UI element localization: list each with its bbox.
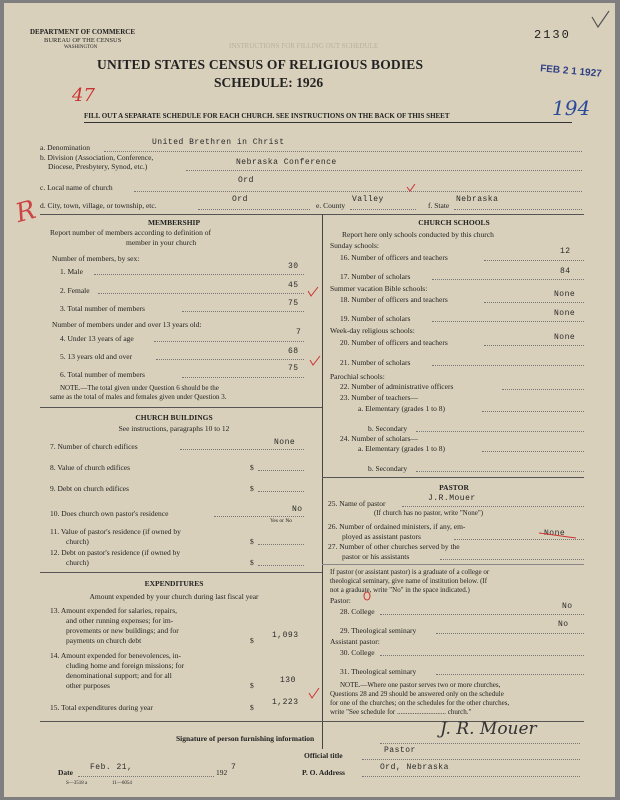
stamp-number: 2130	[534, 28, 571, 42]
q14-value[interactable]: 130	[280, 676, 296, 685]
handwritten-number: 194	[552, 96, 591, 120]
q16-value[interactable]: 12	[560, 247, 571, 256]
q10-label: 10. Does church own pastor's residence	[50, 509, 169, 518]
instruction-line: FILL OUT A SEPARATE SCHEDULE FOR EACH CHURCH. SEE INSTRUCTIONS ON THE BACK OF THIS SHEET	[84, 112, 450, 120]
local-name-line	[134, 191, 582, 192]
city-label: WASHINGTON	[64, 45, 98, 50]
membership-rule	[40, 407, 322, 408]
state-line	[454, 209, 582, 210]
pastor-note-4: write "See schedule for ............................ church."	[330, 708, 472, 716]
signature[interactable]: J. R. Mouer	[440, 719, 537, 739]
q5-value[interactable]: 68	[288, 347, 299, 356]
division-line	[186, 170, 582, 171]
denomination-label: a. Denomination	[40, 143, 90, 152]
q19-line	[432, 321, 584, 322]
city-line	[198, 209, 310, 210]
q26-label-2: ployed as assistant pastors	[342, 532, 421, 541]
q30-label: 30. College	[340, 648, 375, 657]
official-title-value[interactable]: Pastor	[384, 746, 416, 755]
graduate-note-2: theological seminary, give name of institution below. (If	[330, 577, 488, 585]
q20-line	[484, 345, 584, 346]
q17-label: 17. Number of scholars	[340, 272, 411, 281]
received-date-stamp: FEB 2 1 1927	[539, 63, 603, 80]
q2-value[interactable]: 45	[288, 281, 299, 290]
top-rule	[40, 214, 584, 215]
q25-line	[402, 506, 584, 507]
header-rule	[84, 122, 572, 123]
q14-label-1: 14. Amount expended for benevolences, in-	[50, 651, 182, 660]
q27-label-1: 27. Number of other churches served by the	[328, 542, 460, 551]
q4-value[interactable]: 7	[296, 328, 302, 337]
red-r-mark: R	[12, 194, 40, 230]
q6-label: 6. Total number of members	[60, 370, 145, 379]
by-sex-label: Number of members, by sex:	[52, 254, 140, 263]
signature-label: Signature of person furnishing information	[176, 734, 315, 743]
membership-heading: MEMBERSHIP	[147, 218, 201, 227]
year-prefix: 192	[216, 768, 228, 777]
q18-line	[484, 302, 584, 303]
form-number: S—3518 a	[66, 781, 88, 786]
q1-label: 1. Male	[60, 267, 83, 276]
official-title-label: Official title	[304, 751, 343, 760]
local-name-value[interactable]: Ord	[238, 176, 254, 185]
q12-label-1: 12. Debt on pastor's residence (if owned by	[50, 548, 181, 557]
membership-intro-1: Report number of members according to definition of	[50, 228, 211, 237]
county-line	[350, 209, 416, 210]
q15-label: 15. Total expenditures during year	[50, 703, 153, 712]
red-check-icon	[308, 687, 320, 701]
q24a-label: a. Elementary (grades 1 to 8)	[358, 444, 446, 453]
q22-line[interactable]	[502, 389, 584, 390]
q21-label: 21. Number of scholars	[340, 358, 411, 367]
q13-label-1: 13. Amount expended for salaries, repairs,	[50, 606, 178, 615]
state-label: f. State	[428, 201, 450, 210]
q10-line	[214, 516, 304, 517]
date-value[interactable]: Feb. 21,	[90, 763, 133, 772]
q31-label: 31. Theological seminary	[340, 667, 417, 676]
q23-label: 23. Number of teachers—	[340, 393, 418, 402]
q4-line	[154, 341, 304, 342]
date-line	[78, 776, 214, 777]
q27-line[interactable]	[440, 559, 584, 560]
q18-label: 18. Number of officers and teachers	[340, 295, 448, 304]
q3-label: 3. Total number of members	[60, 304, 145, 313]
q6-line	[182, 377, 304, 378]
schools-heading: CHURCH SCHOOLS	[418, 218, 490, 227]
q24-label: 24. Number of scholars—	[340, 434, 418, 443]
q11-line[interactable]	[258, 544, 304, 545]
signature-line	[380, 743, 580, 744]
q17-value[interactable]: 84	[560, 267, 571, 276]
q9-dollar: $	[250, 484, 254, 493]
assistant-sub-label: Assistant pastor:	[330, 637, 380, 646]
q24a-line[interactable]	[482, 451, 584, 452]
q3-line	[182, 311, 304, 312]
yes-no-hint: Yes or No	[270, 518, 293, 524]
sunday-label: Sunday schools:	[330, 241, 379, 250]
buildings-rule	[40, 572, 322, 573]
q8-label: 8. Value of church edifices	[50, 463, 131, 472]
division-label-2: Diocese, Presbytery, Synod, etc.)	[48, 162, 148, 171]
county-label: e. County	[316, 201, 346, 210]
q14-label-3: denominational support; and for all	[66, 671, 172, 680]
q23a-line[interactable]	[482, 411, 584, 412]
q26-label-1: 26. Number of ordained ministers, if any, em-	[328, 522, 466, 531]
q28-value[interactable]: No	[562, 602, 573, 611]
check-mark-icon	[589, 9, 613, 31]
q11-label-1: 11. Value of pastor's residence (if owned by	[50, 527, 181, 536]
red-check-icon	[406, 183, 416, 193]
buildings-sub: See instructions, paragraphs 10 to 12	[118, 424, 230, 433]
q9-line[interactable]	[258, 491, 304, 492]
form-title: UNITED STATES CENSUS OF RELIGIOUS BODIES	[97, 57, 424, 72]
q12-line[interactable]	[258, 565, 304, 566]
pastor-note-3: for one of the churches; on the schedules for the other churches,	[330, 699, 510, 707]
q13-value[interactable]: 1,093	[272, 631, 299, 640]
q5-label: 5. 13 years old and over	[60, 352, 133, 361]
q20-value[interactable]: None	[554, 333, 576, 342]
red-strike-mark	[538, 531, 578, 541]
q24b-label: b. Secondary	[368, 464, 408, 473]
q13-label-2: and other running expenses; for im-	[66, 616, 174, 625]
q22-label: 22. Number of administrative officers	[340, 382, 454, 391]
q24b-line[interactable]	[416, 471, 584, 472]
membership-note-2: same as the total of males and females given under Question 3.	[50, 393, 227, 401]
q23b-label: b. Secondary	[368, 424, 408, 433]
q12-label-2: church)	[66, 558, 89, 567]
q13-label-3: provements or new buildings; and for	[66, 626, 179, 635]
expenditures-heading: EXPENDITURES	[144, 579, 204, 588]
schedule-title: SCHEDULE: 1926	[214, 75, 324, 90]
q2-label: 2. Female	[60, 286, 90, 295]
q27-label-2: pastor or his assistants	[342, 552, 410, 561]
buildings-heading: CHURCH BUILDINGS	[135, 413, 213, 422]
q20-label: 20. Number of officers and teachers	[340, 338, 448, 347]
q15-dollar: $	[250, 703, 254, 712]
q25-value[interactable]: J.R.Mouer	[428, 494, 476, 503]
dept-label: DEPARTMENT OF COMMERCE	[30, 28, 136, 36]
q18-value[interactable]: None	[554, 290, 576, 299]
po-address-value[interactable]: Ord, Nebraska	[380, 763, 449, 772]
q15-value[interactable]: 1,223	[272, 698, 299, 707]
division-label-1: b. Division (Association, Conference,	[40, 153, 154, 162]
county-value[interactable]: Valley	[352, 195, 384, 204]
q14-label-2: cluding home and foreign missions; for	[66, 661, 185, 670]
red-circle-mark	[362, 591, 372, 601]
red-check-icon	[309, 355, 321, 367]
q25-note: (If church has no pastor, write "None")	[374, 509, 484, 517]
q1-value[interactable]: 30	[288, 262, 299, 271]
q19-label: 19. Number of scholars	[340, 314, 411, 323]
pastor-note-2: Questions 28 and 29 should be answered only on the schedule	[330, 690, 504, 698]
membership-note-1: NOTE.—The total given under Question 6 should be the	[60, 384, 219, 392]
graduate-note-3: not a graduate, write "No" in the space indicated.)	[330, 586, 470, 594]
print-number: 11—6054	[112, 781, 132, 786]
local-name-label: c. Local name of church	[40, 183, 113, 192]
weekday-label: Week-day religious schools:	[330, 326, 415, 335]
division-value[interactable]: Nebraska Conference	[236, 158, 337, 167]
q23a-label: a. Elementary (grades 1 to 8)	[358, 404, 446, 413]
official-title-line	[362, 759, 580, 760]
q11-label-2: church)	[66, 537, 89, 546]
q9-label: 9. Debt on church edifices	[50, 484, 129, 493]
date-label: Date	[58, 768, 73, 777]
q17-line	[432, 279, 584, 280]
q14-label-4: other purposes	[66, 681, 110, 690]
q7-line	[180, 449, 304, 450]
city-value[interactable]: Ord	[232, 195, 248, 204]
q25-label: 25. Name of pastor	[328, 499, 386, 508]
po-address-line	[362, 776, 580, 777]
q1-line	[94, 274, 304, 275]
q30-line[interactable]	[380, 655, 584, 656]
q29-line	[436, 633, 584, 634]
bleed-through-text: INSTRUCTIONS FOR FILLING OUT SCHEDULE	[229, 42, 379, 50]
pastor-note-1: NOTE.—Where one pastor serves two or more churches,	[340, 681, 501, 689]
summer-label: Summer vacation Bible schools:	[330, 284, 428, 293]
q2-line	[98, 293, 304, 294]
q11-dollar: $	[250, 537, 254, 546]
denomination-line	[104, 151, 582, 152]
q26-value[interactable]: None	[544, 529, 566, 538]
q6-value[interactable]: 75	[288, 364, 299, 373]
q13-label-4: payments on church debt	[66, 636, 142, 645]
q16-line	[484, 260, 584, 261]
q16-label: 16. Number of officers and teachers	[340, 253, 448, 262]
pastor-heading: PASTOR	[439, 483, 469, 492]
q7-label: 7. Number of church edifices	[50, 442, 138, 451]
q29-value[interactable]: No	[558, 620, 569, 629]
q10-value[interactable]: No	[292, 505, 303, 514]
year-suffix[interactable]: 7	[231, 763, 237, 772]
state-value[interactable]: Nebraska	[456, 195, 499, 204]
parochial-label: Parochial schools:	[330, 372, 385, 381]
q28-label: 28. College	[340, 607, 375, 616]
q31-line[interactable]	[436, 674, 584, 675]
q8-dollar: $	[250, 463, 254, 472]
city-label-field: d. City, town, village, or township, etc.	[40, 201, 157, 210]
q29-label: 29. Theological seminary	[340, 626, 417, 635]
schools-sub: Report here only schools conducted by this church	[342, 230, 494, 239]
graduate-note-1: If pastor (or assistant pastor) is a graduate of a college or	[330, 568, 490, 576]
q8-line[interactable]	[258, 470, 304, 471]
q19-value[interactable]: None	[554, 309, 576, 318]
schools-rule	[322, 477, 584, 478]
q5-line	[156, 359, 304, 360]
red-pencil-mark: 47	[72, 85, 95, 106]
q12-dollar: $	[250, 558, 254, 567]
bureau-label: BUREAU OF THE CENSUS	[44, 37, 122, 44]
q21-line[interactable]	[432, 365, 584, 366]
pastor-sub-label: Pastor:	[330, 596, 351, 605]
membership-intro-2: member in your church	[126, 238, 197, 247]
q14-dollar: $	[250, 681, 254, 690]
q28-line	[380, 614, 584, 615]
pastor-thin-rule	[322, 564, 584, 565]
red-check-icon	[307, 286, 319, 298]
q3-value[interactable]: 75	[288, 299, 299, 308]
age-intro: Number of members under and over 13 years old:	[52, 320, 202, 329]
expenditures-sub: Amount expended by your church during last fiscal year	[89, 592, 259, 601]
q13-dollar: $	[250, 636, 254, 645]
column-divider	[322, 214, 323, 749]
q7-value[interactable]: None	[274, 438, 296, 447]
q4-label: 4. Under 13 years of age	[60, 334, 134, 343]
census-schedule-page	[4, 3, 615, 797]
po-address-label: P. O. Address	[302, 768, 345, 777]
q23b-line[interactable]	[416, 431, 584, 432]
denomination-value[interactable]: United Brethren in Christ	[152, 138, 285, 147]
